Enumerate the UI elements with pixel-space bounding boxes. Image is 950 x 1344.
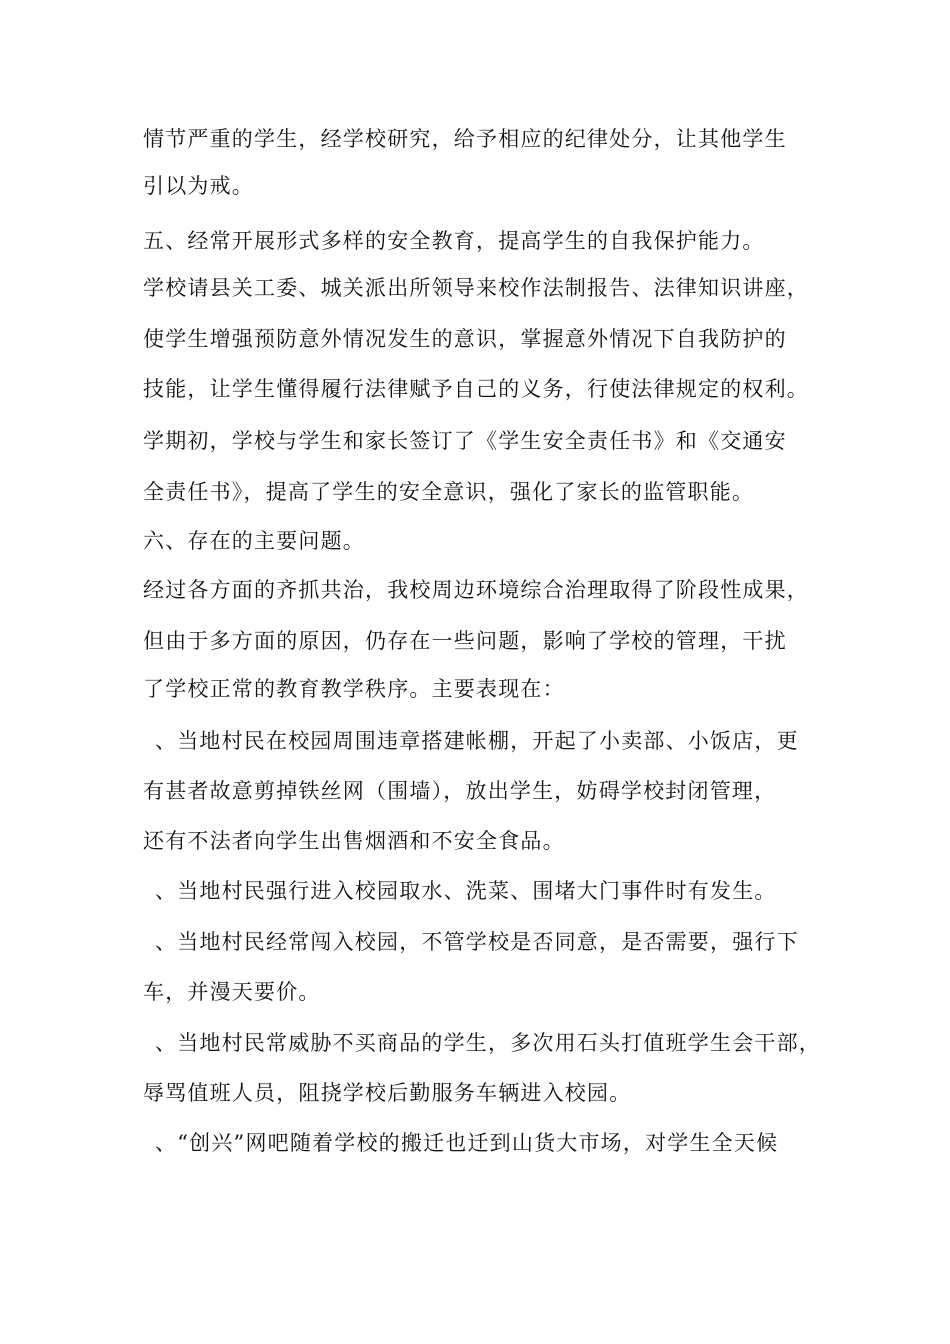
- text-line: 还有不法者向学生出售烟酒和不安全食品。: [143, 829, 565, 853]
- text-line: 但由于多方面的原因，仍存在一些问题，影响了学校的管理，干扰: [143, 629, 787, 653]
- text-line: 六、存在的主要问题。: [143, 529, 365, 553]
- text-line: 经过各方面的齐抓共治，我校周边环境综合治理取得了阶段性成果，: [143, 578, 809, 602]
- text-line: 、当地村民在校园周围违章搭建帐棚，开起了小卖部、小饭店，更: [155, 729, 799, 753]
- text-line: 车，并漫天要价。: [143, 980, 321, 1004]
- text-line: 五、经常开展形式多样的安全教育，提高学生的自我保护能力。: [143, 229, 765, 253]
- text-line: 有甚者故意剪掉铁丝网（围墙），放出学生，妨碍学校封闭管理，: [143, 779, 777, 803]
- text-line: 情节严重的学生，经学校研究，给予相应的纪律处分，让其他学生: [143, 127, 787, 151]
- text-line: 辱骂值班人员，阻挠学校后勤服务车辆进入校园。: [143, 1081, 632, 1105]
- text-line: 学校请县关工委、城关派出所领导来校作法制报告、法律知识讲座，: [143, 276, 809, 300]
- text-line: 、“创兴”网吧随着学校的搬迁也迁到山货大市场，对学生全天候: [155, 1131, 779, 1155]
- text-line: 全责任书》，提高了学生的安全意识，强化了家长的监管职能。: [143, 480, 755, 504]
- text-line: 、当地村民强行进入校园取水、洗菜、围堵大门事件时有发生。: [155, 879, 777, 903]
- text-line: 引以为戒。: [143, 174, 254, 198]
- text-line: 技能，让学生懂得履行法律赋予自己的义务，行使法律规定的权利。: [143, 377, 809, 401]
- text-line: 了学校正常的教育教学秩序。主要表现在：: [143, 677, 565, 701]
- text-line: 学期初，学校与学生和家长签订了《学生安全责任书》和《交通安: [143, 429, 787, 453]
- text-line: 使学生增强预防意外情况发生的意识，掌握意外情况下自我防护的: [143, 327, 787, 351]
- text-line: 、当地村民常威胁不买商品的学生，多次用石头打值班学生会干部，: [155, 1031, 821, 1055]
- text-line: 、当地村民经常闯入校园，不管学校是否同意，是否需要，强行下: [155, 930, 799, 954]
